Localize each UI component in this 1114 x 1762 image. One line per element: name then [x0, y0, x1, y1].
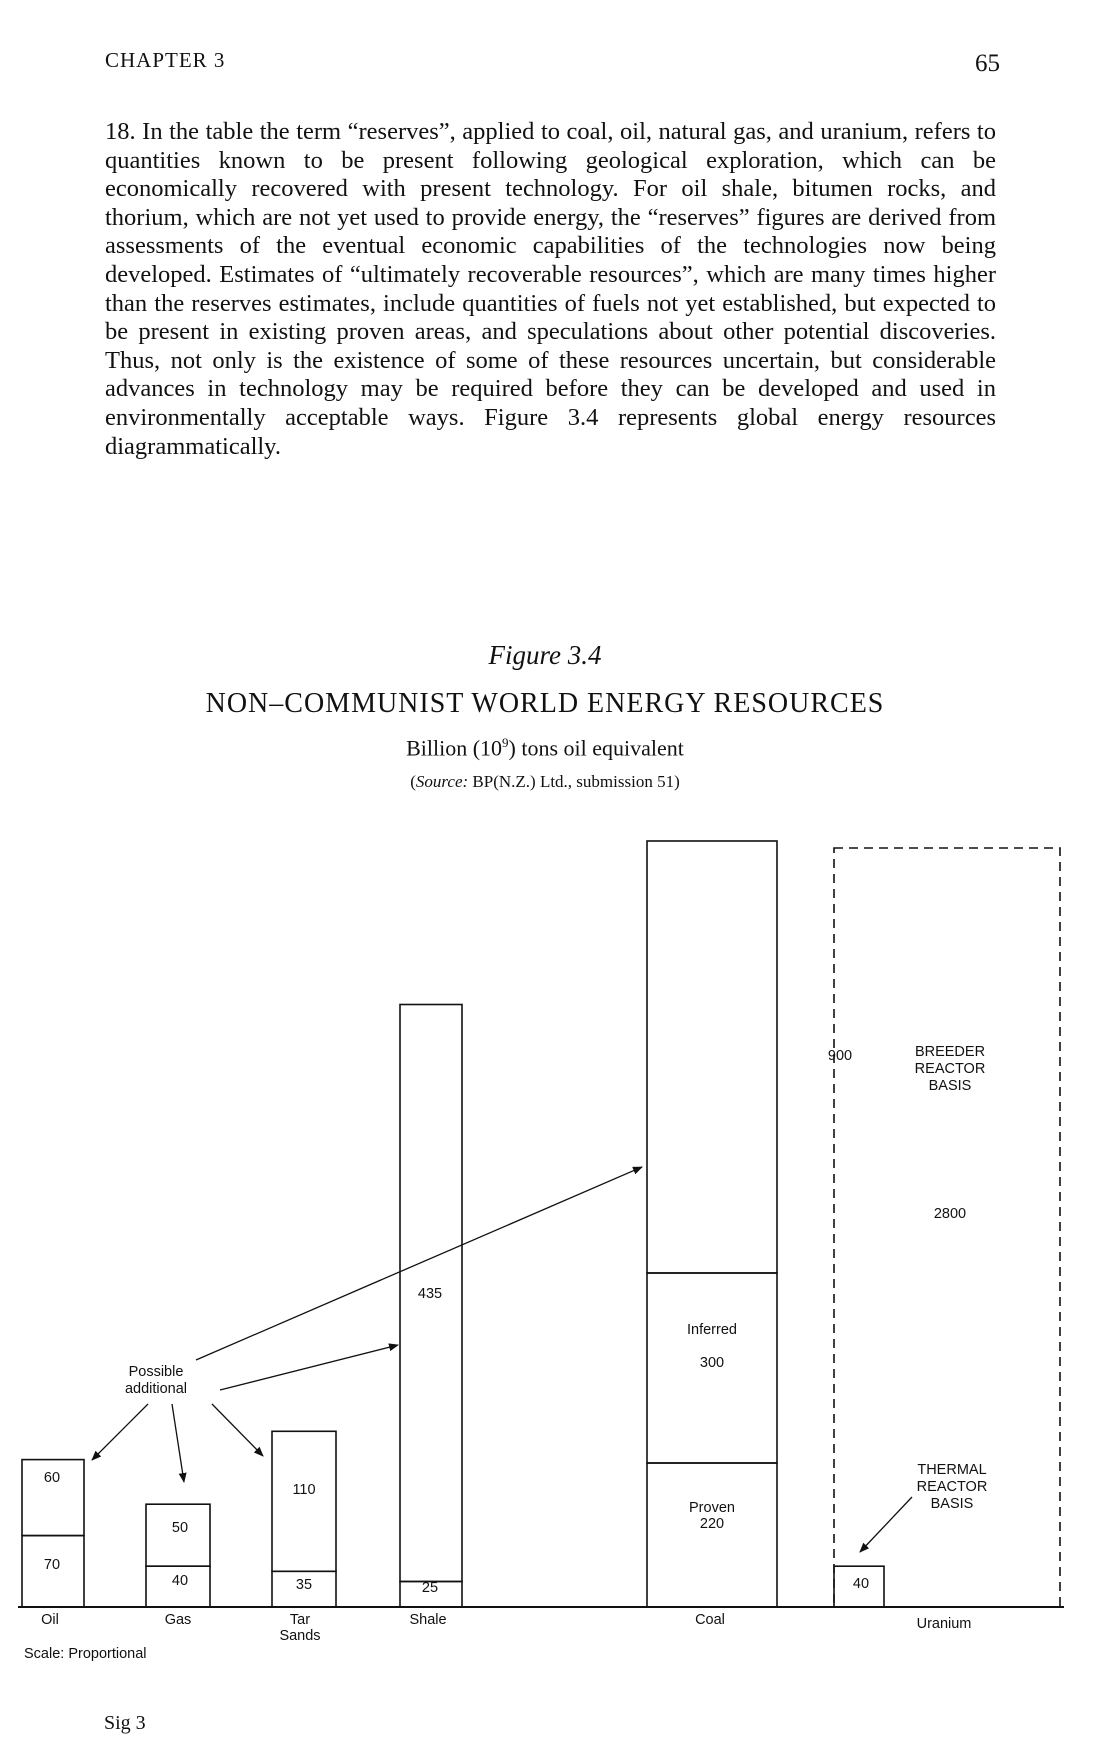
bar-label-coal-inferred: Inferred: [687, 1322, 737, 1338]
arrow-to-tar: [212, 1404, 263, 1456]
arrow-to-thermal: [860, 1497, 912, 1552]
source-label: Source:: [415, 772, 469, 791]
bar-label-tar-110: 110: [292, 1482, 316, 1498]
bar-label-shale-435: 435: [417, 1286, 443, 1302]
bar-label-coal-300: 300: [699, 1355, 725, 1371]
breeder-label-line1: BREEDER: [914, 1044, 986, 1060]
arrow-to-shale: [220, 1345, 398, 1390]
units-suffix: tons oil equivalent: [521, 735, 684, 761]
possible-additional-line1: Possible: [128, 1364, 184, 1380]
figure-label: Figure 3.4: [488, 640, 602, 670]
bar-label-shale-25: 25: [421, 1580, 439, 1596]
units-exponent: 9: [502, 735, 509, 750]
figure-title: NON–COMMUNIST WORLD ENERGY RESOURCES: [205, 688, 885, 719]
thermal-label-line2: REACTOR: [916, 1479, 988, 1495]
bar-segment-tar-sands-1: [272, 1431, 336, 1571]
body-paragraph: 18. In the table the term “reserves”, applied to coal, oil, natural gas, and uranium, refers to quantities known to be present following geological exploration, which can be economically recovered with present technology. For oil shale, bitumen rocks, and thorium, which are not yet used to provide energy, the “reserves” figures are derived from assessments of the eventual economic capabilities of the technologies now being developed. Estimates of “ultimately recoverable resources”, which are many times higher than the reserves estimates, include quantities of fuels not yet established, but expected to be present in existing proven areas, and speculations about other potential discoveries. Thus, not only is the existence of some of these resources uncertain, but considerable advances in technology may be required before they can be developed and used in environmentally acceptable ways. Figure 3.4 represents global energy resources diagrammatically.: [105, 118, 996, 460]
chapter-heading: CHAPTER 3: [105, 48, 226, 72]
bar-label-uranium-2800: 2800: [933, 1206, 967, 1222]
breeder-label-line2: REACTOR: [914, 1061, 986, 1077]
bar-label-coal-220: 220: [699, 1516, 725, 1532]
x-tick-tar-line1: Tar: [289, 1612, 311, 1628]
possible-additional-line2: additional: [124, 1381, 188, 1397]
bar-label-coal-900: 900: [827, 1048, 853, 1064]
x-tick-oil: Oil: [41, 1612, 59, 1628]
x-tick-coal: Coal: [695, 1612, 725, 1628]
source-text: BP(N.Z.) Ltd., submission 51): [472, 772, 680, 791]
bar-segment-coal-0: [647, 1463, 777, 1607]
source-open: (: [410, 772, 416, 791]
scale-note: Scale: Proportional: [24, 1646, 147, 1662]
bar-label-gas-40: 40: [171, 1573, 189, 1589]
thermal-label-line1: THERMAL: [917, 1462, 987, 1478]
units-prefix: Billion: [406, 735, 468, 761]
units-paren-open: (10: [472, 735, 503, 761]
bar-label-oil-60: 60: [43, 1470, 61, 1486]
x-tick-uranium: Uranium: [916, 1616, 972, 1632]
breeder-label-line3: BASIS: [928, 1078, 972, 1094]
thermal-label-line3: BASIS: [930, 1496, 974, 1512]
x-tick-gas: Gas: [164, 1612, 192, 1628]
arrow-to-coal: [196, 1167, 642, 1360]
bar-label-coal-proven: Proven: [689, 1500, 735, 1516]
page-number: 65: [975, 50, 1000, 77]
signature-mark: Sig 3: [104, 1712, 146, 1734]
x-tick-shale: Shale: [409, 1612, 447, 1628]
bar-label-tar-35: 35: [295, 1577, 313, 1593]
bar-label-uranium-40: 40: [852, 1576, 870, 1592]
units-paren-close: ): [508, 735, 516, 761]
arrow-to-oil: [92, 1404, 148, 1460]
bar-label-oil-70: 70: [43, 1557, 61, 1573]
arrow-to-gas: [172, 1404, 184, 1482]
bar-label-gas-50: 50: [171, 1520, 189, 1536]
bar-segment-coal-2: [647, 841, 777, 1273]
x-tick-tar-line2: Sands: [279, 1628, 321, 1644]
